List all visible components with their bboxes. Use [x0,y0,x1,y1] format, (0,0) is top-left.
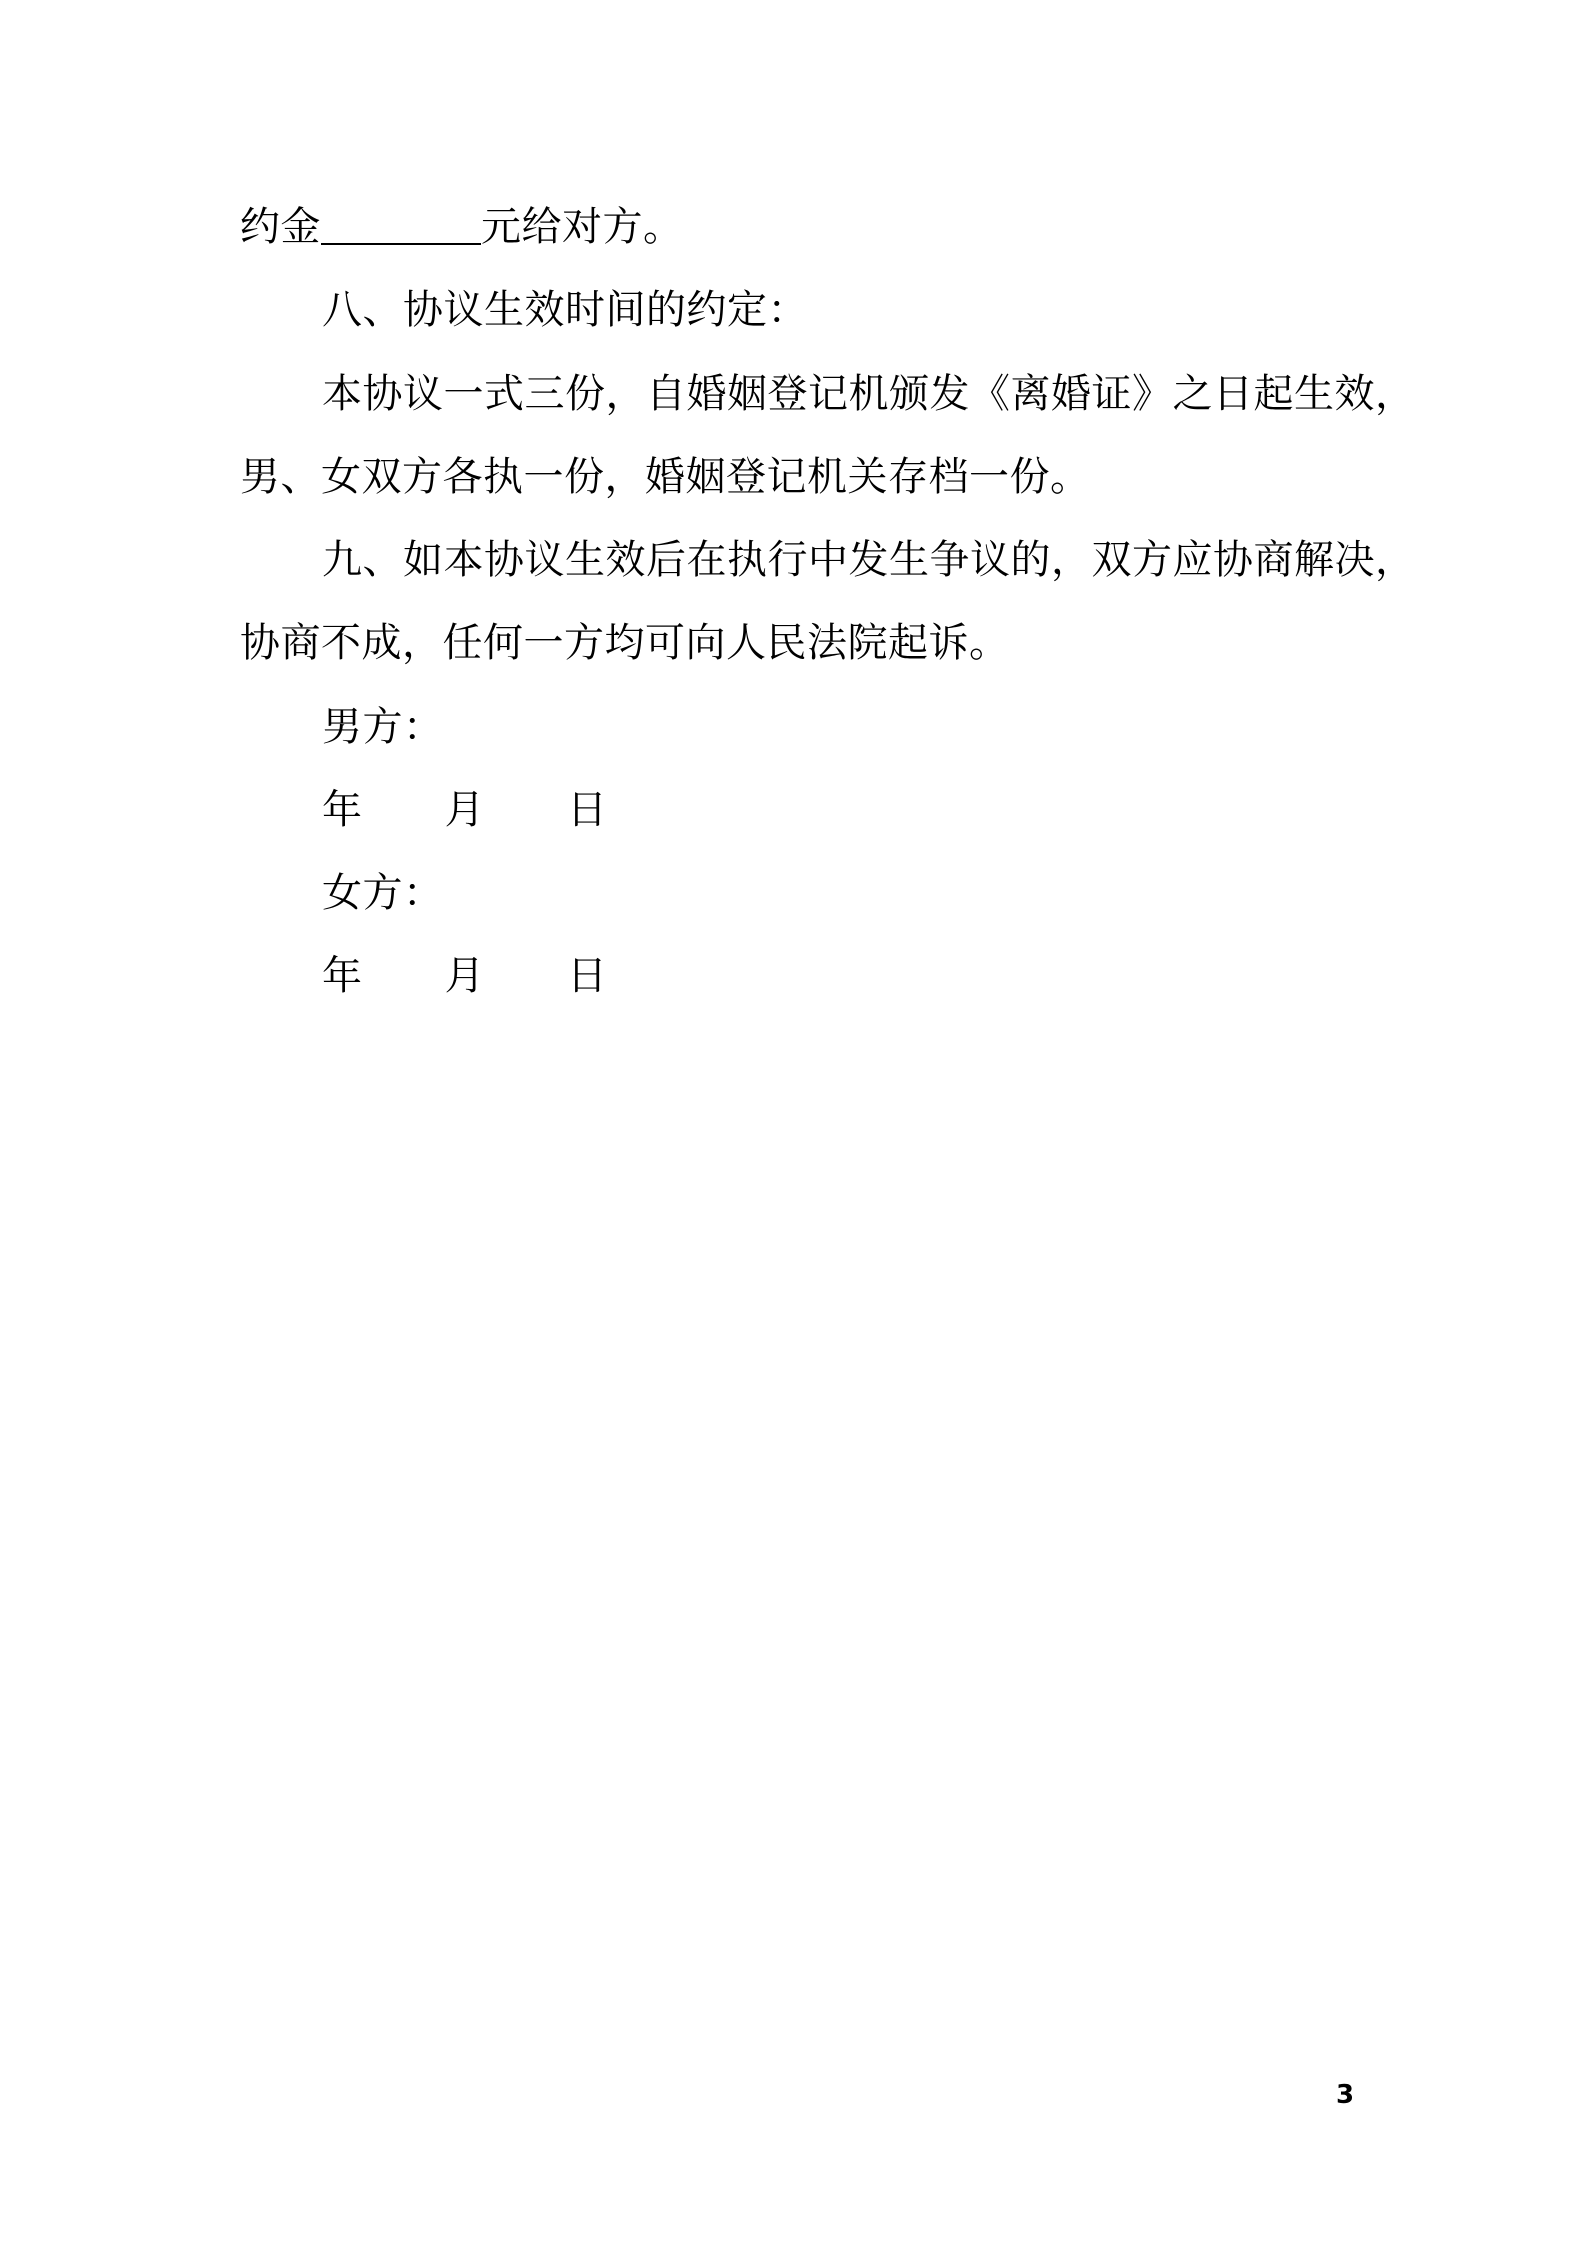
section-8-heading: 八、协议生效时间的约定： [322,287,808,333]
date-year: 年 [322,787,363,833]
section-9-text-line-1: 九、如本协议生效后在执行中发生争议的，双方应协商解决， [322,537,1416,583]
penalty-line [240,203,684,251]
section-9-text-line-2: 协商不成，任何一方均可向人民法院起诉。 [240,620,1010,666]
date-day: 日 [567,953,608,999]
date-year: 年 [322,953,363,999]
male-party-label: 男方： [322,704,444,750]
female-party-label: 女方： [322,870,444,916]
male-date-line [322,786,608,834]
section-8-text-line-2: 男、女双方各执一份，婚姻登记机关存档一份。 [240,454,1091,500]
date-month: 月 [444,953,485,999]
page-number: 3 [1336,2080,1355,2110]
female-date-line [322,952,608,1000]
date-day: 日 [567,787,608,833]
section-8-text-line-1: 本协议一式三份，自婚姻登记机颁发《离婚证》之日起生效， [322,371,1416,417]
amount-blank [321,203,481,251]
penalty-prefix: 约金 [240,204,321,250]
date-month: 月 [444,787,485,833]
penalty-suffix: 元给对方。 [481,204,684,250]
